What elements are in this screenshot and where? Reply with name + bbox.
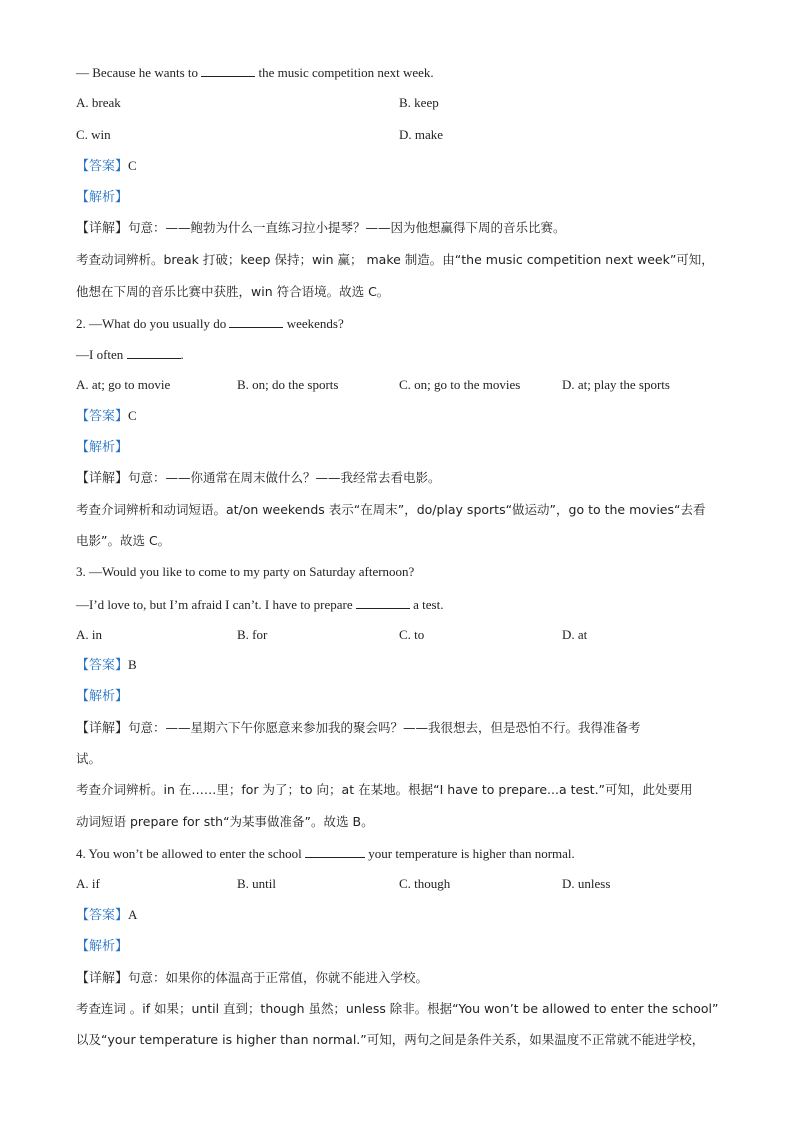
answer-value: C (128, 158, 137, 173)
analysis-label: 【解析】 (76, 939, 129, 954)
q3-option-a: A. in (76, 627, 102, 642)
q3-explanation-line1: 考查介词辨析。in 在……里；for 为了；to 向；at 在某地。根据“I have to prepare...a test.”可知，此处要用 (76, 782, 693, 797)
q2-detail: 【详解】句意：——你通常在周末做什么？——我经常去看电影。 (76, 470, 441, 486)
answer-blank (201, 64, 255, 77)
answer-value: B (128, 657, 137, 672)
detail-label: 【详解】 (76, 471, 129, 486)
q1-option-c: C. win (76, 127, 111, 142)
q3-detail-line1: 【详解】句意：——星期六下午你愿意来参加我的聚会吗？——我很想去，但是恐怕不行。我得准备考 (76, 720, 641, 736)
analysis-label: 【解析】 (76, 440, 129, 455)
q2-answer (76, 408, 718, 425)
q3-option-c: C. to (399, 627, 425, 642)
q2-option-b: B. on; do the sports (237, 377, 339, 392)
answer-value: A (128, 907, 138, 922)
answer-value: C (128, 408, 137, 423)
q3-option-b: B. for (237, 627, 268, 642)
detail-label: 【详解】 (76, 971, 129, 986)
q4-option-d: D. unless (562, 876, 611, 891)
q1-stem: — Because he wants to the music competition next week. (76, 65, 434, 80)
answer-blank (127, 346, 181, 359)
q1-answer (76, 158, 718, 175)
detail-label: 【详解】 (76, 721, 129, 736)
q1-explanation-line2: 他想在下周的音乐比赛中获胜，win 符合语境。故选 C。 (76, 284, 390, 299)
analysis-label: 【解析】 (76, 190, 129, 205)
q2-stem-line2: —I often . (76, 347, 184, 362)
q2-option-c: C. on; go to the movies (399, 377, 521, 392)
analysis-label: 【解析】 (76, 689, 129, 704)
answer-label: 【答案】 (76, 908, 129, 923)
q3-stem-line1: 3. —Would you like to come to my party on Saturday afternoon? (76, 564, 415, 579)
q2-explanation-line1: 考查介词辨析和动词短语。at/on weekends 表示“在周末”，do/play sports“做运动”，go to the movies“去看 (76, 502, 706, 517)
q4-explanation-line1: 考查连词 。if 如果；until 直到；though 虽然；unless 除非。根据“You won’t be allowed to enter the school” (76, 1001, 719, 1016)
answer-blank (356, 596, 410, 609)
detail-label: 【详解】 (76, 221, 129, 236)
q1-option-b: B. keep (399, 95, 439, 110)
q2-explanation-line2: 电影”。故选 C。 (76, 533, 171, 548)
q1-detail: 【详解】句意：——鲍勃为什么一直练习拉小提琴？——因为他想赢得下周的音乐比赛。 (76, 220, 566, 236)
q4-stem: 4. You won’t be allowed to enter the school your temperature is higher than normal. (76, 846, 575, 861)
answer-blank (305, 845, 365, 858)
answer-label: 【答案】 (76, 658, 129, 673)
q1-option-d: D. make (399, 127, 444, 142)
q3-option-d: D. at (562, 627, 588, 642)
q1-explanation-line1: 考查动词辨析。break 打破；keep 保持；win 赢； make 制造。由“the music competition next week”可知， (76, 252, 714, 267)
q3-detail-line2: 试。 (76, 751, 102, 766)
q3-stem-line2: —I’d love to, but I’m afraid I can’t. I have to prepare a test. (76, 597, 444, 612)
q1-option-a: A. break (76, 95, 121, 110)
q4-detail: 【详解】句意：如果你的体温高于正常值，你就不能进入学校。 (76, 970, 429, 986)
q1-analysis (76, 189, 718, 206)
q3-answer (76, 657, 718, 674)
q4-analysis (76, 938, 718, 955)
q2-option-a: A. at; go to movie (76, 377, 171, 392)
q4-explanation-line2: 以及“your temperature is higher than normal.”可知，两句之间是条件关系，如果温度不正常就不能进学校， (76, 1032, 705, 1047)
q2-stem-line1: 2. —What do you usually do weekends? (76, 316, 344, 331)
q2-analysis (76, 439, 718, 456)
q4-option-b: B. until (237, 876, 277, 891)
q4-answer (76, 907, 718, 924)
q2-option-d: D. at; play the sports (562, 377, 670, 392)
q4-option-a: A. if (76, 876, 100, 891)
q4-option-c: C. though (399, 876, 451, 891)
q3-explanation-line2: 动词短语 prepare for sth“为某事做准备”。故选 B。 (76, 814, 374, 829)
answer-label: 【答案】 (76, 409, 129, 424)
answer-blank (229, 315, 283, 328)
answer-label: 【答案】 (76, 159, 129, 174)
q3-analysis (76, 688, 718, 705)
